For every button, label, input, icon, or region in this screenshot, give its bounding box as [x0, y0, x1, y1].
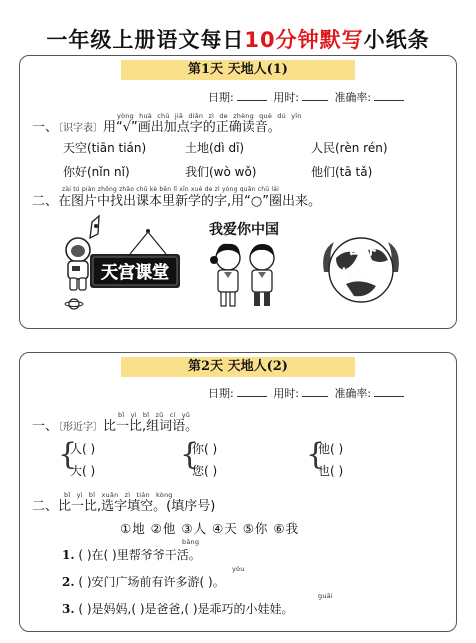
fill-2: [62, 573, 225, 590]
fill-1: [62, 546, 201, 563]
day1-item-2[interactable]: 土地(dì dī): [185, 141, 245, 155]
image-tiangong-classroom[interactable]: [52, 214, 187, 314]
pair-1-a[interactable]: 人( ): [70, 442, 96, 456]
fill-3: [62, 600, 294, 617]
q-prefix: 二、: [32, 194, 59, 209]
fill-2-pinyin: yóu: [232, 565, 245, 573]
title-part-1: 一年级上册语文每日: [46, 28, 245, 52]
day1-q1-heading: [32, 120, 281, 137]
fill-1-pinyin: bāng: [182, 538, 200, 546]
day1-item-1[interactable]: 天空(tiān tián): [63, 141, 147, 155]
fill-1-num: 1.: [62, 548, 75, 562]
planet-icon: [65, 299, 83, 309]
day1-meta: [208, 89, 407, 105]
day2-banner: 第2天 天地人(2): [121, 357, 355, 377]
pair-3-a[interactable]: 他( ): [318, 442, 344, 456]
fill-3-num: 3.: [62, 602, 75, 616]
day2-q2-pinyin: bǐ yì bǐ xuǎn zì tián kòng: [64, 491, 173, 499]
accuracy-blank[interactable]: [374, 90, 404, 101]
day1-banner: 第1天 天地人(1): [121, 60, 355, 80]
fill-2-num: 2.: [62, 575, 75, 589]
fill-2-text[interactable]: ( )安门广场前有许多游( )。: [78, 575, 225, 589]
accuracy-label: 准确率:: [334, 387, 372, 400]
time-blank[interactable]: [302, 386, 328, 397]
boy-icon: [250, 244, 274, 306]
day1-item-3[interactable]: 人民(rèn rén): [311, 141, 388, 155]
fill-1-text[interactable]: ( )在( )里帮爷爷干活。: [78, 548, 201, 562]
date-label: 日期:: [208, 91, 234, 104]
section-tag: 〔识字表〕: [58, 123, 104, 134]
q-prefix: 一、: [32, 419, 59, 434]
fill-3-pinyin: guāi: [318, 592, 333, 600]
q-text: 比一比,组词语。: [103, 419, 199, 434]
day1-q2-pinyin: zài tú piàn zhōng zhǎo chū kè běn lǐ xīn xué de zì yòng quān chū lái: [62, 186, 279, 193]
pair-2-a[interactable]: 你( ): [192, 442, 218, 456]
pair-1-b[interactable]: 大( ): [70, 464, 96, 478]
options-row: ①地 ②他 ③人 ④天 ⑤你 ⑥我: [120, 521, 300, 536]
girl-icon: [210, 244, 240, 306]
day2-q2-heading: [32, 499, 215, 515]
pair-3: [318, 441, 343, 479]
earth-day-text-1: 世界: [348, 242, 376, 258]
day1-q2-heading: [32, 194, 321, 210]
day2-q1-heading: [32, 419, 198, 436]
date-label: 日期:: [208, 387, 234, 400]
date-blank[interactable]: [237, 386, 267, 397]
q-text: 用“√”画出加点字的正确读音。: [103, 120, 281, 135]
astronaut-icon: [66, 238, 90, 290]
image-love-china[interactable]: [192, 216, 296, 316]
pair-2: [192, 441, 217, 479]
q-prefix: 二、: [32, 499, 59, 514]
date-blank[interactable]: [237, 90, 267, 101]
day1-item-5[interactable]: 我们(wò wǒ): [185, 165, 257, 179]
pair-2-b[interactable]: 您( ): [192, 464, 218, 478]
q-prefix: 一、: [32, 120, 59, 135]
brace-3: {: [306, 437, 326, 472]
pair-1: [70, 441, 95, 479]
time-blank[interactable]: [302, 90, 328, 101]
day2-meta: [208, 385, 407, 401]
brace-1: {: [58, 437, 78, 472]
pair-3-b[interactable]: 也( ): [318, 464, 344, 478]
time-label: 用时:: [273, 387, 299, 400]
day1-item-4[interactable]: 你好(nǐn nǐ): [63, 165, 130, 179]
brace-2: {: [180, 437, 200, 472]
day1-item-6[interactable]: 他们(tā tǎ): [311, 165, 373, 179]
title-part-2: 小纸条: [363, 28, 430, 52]
image-earth-day[interactable]: [316, 220, 406, 312]
page-title: [0, 26, 476, 54]
accuracy-blank[interactable]: [374, 386, 404, 397]
fill-3-text[interactable]: ( )是妈妈,( )是爸爸,( )是乖巧的小娃娃。: [78, 602, 294, 616]
day2-q1-pinyin: bǐ yì bǐ zǔ cí yǔ: [118, 411, 191, 419]
rocket-icon: [90, 216, 99, 238]
love-china-text: 我爱你中国: [209, 222, 279, 238]
earth-day-text-2: 地球日: [341, 268, 383, 284]
day1-q1-pinyin: yòng huà chū jiā diǎn zì de zhèng què dú yīn: [117, 112, 302, 120]
board-text: 天宫课堂: [101, 263, 169, 283]
title-highlight: 10分钟默写: [244, 28, 364, 52]
q-text: 在图片中找出课本里新学的字,用“○”圈出来。: [58, 194, 321, 209]
section-tag: 〔形近字〕: [58, 422, 104, 433]
q-text: 比一比,选字填空。(填序号): [58, 499, 216, 514]
time-label: 用时:: [273, 91, 299, 104]
accuracy-label: 准确率:: [334, 91, 372, 104]
